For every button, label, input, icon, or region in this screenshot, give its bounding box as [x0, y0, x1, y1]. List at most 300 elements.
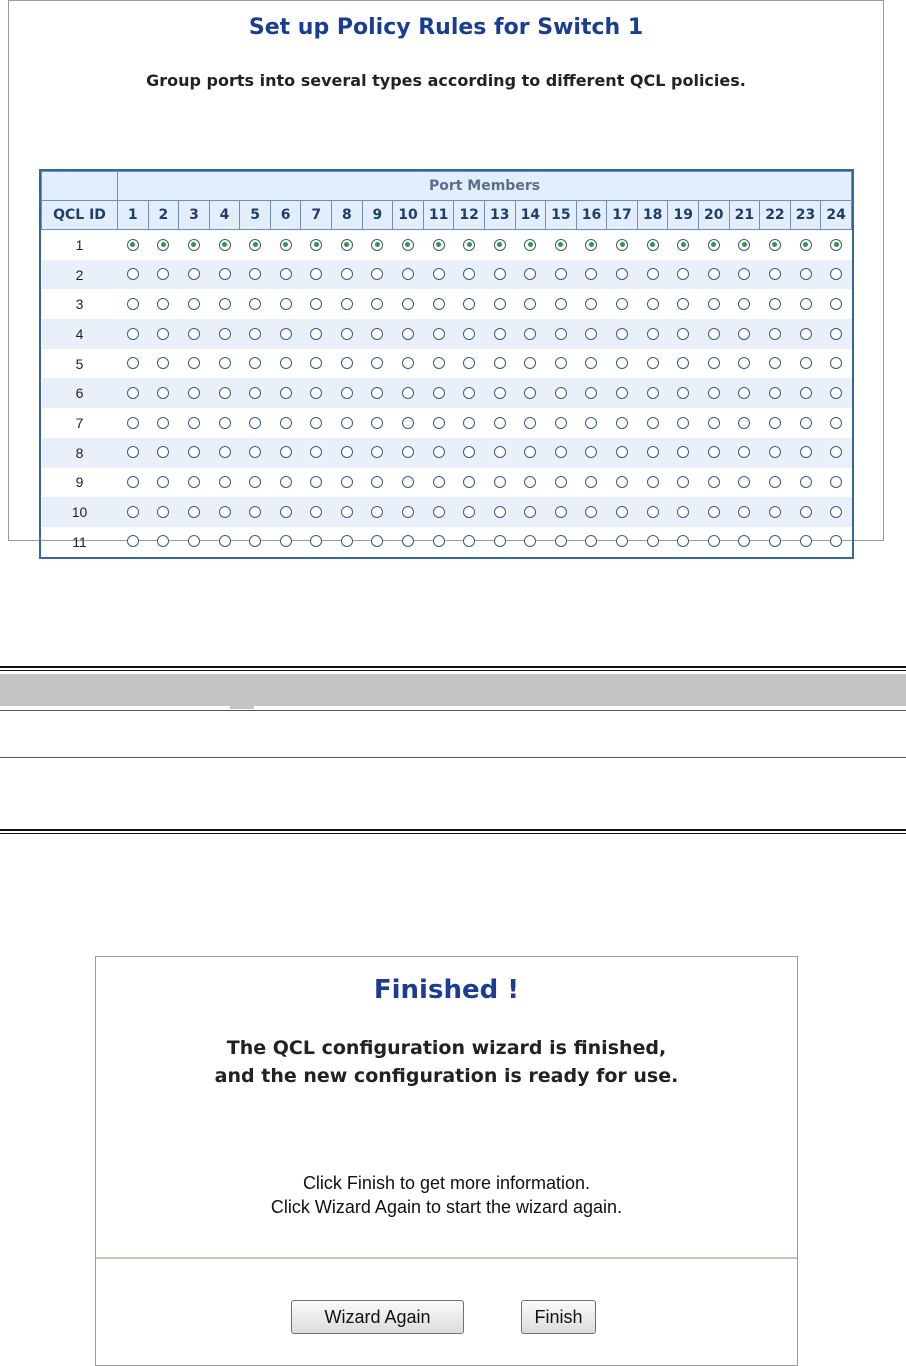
port-16-qcl-6-radio[interactable]	[585, 387, 597, 399]
port-16-qcl-8-radio[interactable]	[585, 446, 597, 458]
port-13-qcl-7-radio[interactable]	[494, 417, 506, 429]
port-2-qcl-10-radio[interactable]	[157, 506, 169, 518]
port-1-qcl-11-radio[interactable]	[127, 535, 139, 547]
port-23-qcl-8-radio[interactable]	[800, 446, 812, 458]
port-11-qcl-1-radio[interactable]	[433, 239, 445, 251]
port-4-qcl-11-radio[interactable]	[219, 535, 231, 547]
port-cell	[637, 408, 668, 438]
port-9-qcl-6-radio[interactable]	[371, 387, 383, 399]
port-2-qcl-4-radio[interactable]	[157, 328, 169, 340]
port-9-qcl-1-radio[interactable]	[371, 239, 383, 251]
port-cell	[607, 349, 638, 379]
port-9-qcl-11-radio[interactable]	[371, 535, 383, 547]
port-cell	[148, 408, 179, 438]
port-4-qcl-4-radio[interactable]	[219, 328, 231, 340]
port-12-qcl-3-radio[interactable]	[463, 298, 475, 310]
port-22-qcl-6-radio[interactable]	[769, 387, 781, 399]
port-cell	[332, 527, 363, 557]
port-24-qcl-9-radio[interactable]	[830, 476, 842, 488]
port-1-qcl-1-radio[interactable]	[127, 239, 139, 251]
port-23-qcl-5-radio[interactable]	[800, 357, 812, 369]
port-5-qcl-6-radio[interactable]	[249, 387, 261, 399]
port-9-qcl-4-radio[interactable]	[371, 328, 383, 340]
port-cell	[790, 289, 821, 319]
port-12-qcl-10-radio[interactable]	[463, 506, 475, 518]
port-10-qcl-4-radio[interactable]	[402, 328, 414, 340]
port-21-qcl-2-radio[interactable]	[738, 268, 750, 280]
port-4-qcl-3-radio[interactable]	[219, 298, 231, 310]
port-19-qcl-8-radio[interactable]	[677, 446, 689, 458]
port-8-qcl-2-radio[interactable]	[341, 268, 353, 280]
port-11-qcl-8-radio[interactable]	[433, 446, 445, 458]
port-23-qcl-6-radio[interactable]	[800, 387, 812, 399]
port-7-qcl-6-radio[interactable]	[310, 387, 322, 399]
port-5-qcl-1-radio[interactable]	[249, 239, 261, 251]
port-7-qcl-1-radio[interactable]	[310, 239, 322, 251]
port-8-qcl-10-radio[interactable]	[341, 506, 353, 518]
port-cell	[240, 408, 271, 438]
port-11-qcl-9-radio[interactable]	[433, 476, 445, 488]
port-21-qcl-5-radio[interactable]	[738, 357, 750, 369]
port-22-qcl-7-radio[interactable]	[769, 417, 781, 429]
port-11-qcl-4-radio[interactable]	[433, 328, 445, 340]
port-16-qcl-5-radio[interactable]	[585, 357, 597, 369]
port-7-qcl-11-radio[interactable]	[310, 535, 322, 547]
port-12-qcl-4-radio[interactable]	[463, 328, 475, 340]
port-cell	[118, 319, 149, 349]
port-15-header: 15	[546, 201, 577, 230]
port-18-qcl-1-radio[interactable]	[647, 239, 659, 251]
port-1-qcl-9-radio[interactable]	[127, 476, 139, 488]
port-10-qcl-5-radio[interactable]	[402, 357, 414, 369]
port-6-qcl-1-radio[interactable]	[280, 239, 292, 251]
port-19-qcl-5-radio[interactable]	[677, 357, 689, 369]
port-15-qcl-10-radio[interactable]	[555, 506, 567, 518]
port-23-qcl-7-radio[interactable]	[800, 417, 812, 429]
port-3-qcl-11-radio[interactable]	[188, 535, 200, 547]
port-16-qcl-1-radio[interactable]	[585, 239, 597, 251]
port-24-qcl-7-radio[interactable]	[830, 417, 842, 429]
port-17-qcl-7-radio[interactable]	[616, 417, 628, 429]
port-15-qcl-4-radio[interactable]	[555, 328, 567, 340]
port-16-qcl-2-radio[interactable]	[585, 268, 597, 280]
wizard-again-button[interactable]: Wizard Again	[291, 1300, 464, 1334]
port-3-qcl-2-radio[interactable]	[188, 268, 200, 280]
port-4-qcl-2-radio[interactable]	[219, 268, 231, 280]
port-4-qcl-6-radio[interactable]	[219, 387, 231, 399]
port-7-qcl-8-radio[interactable]	[310, 446, 322, 458]
port-14-qcl-4-radio[interactable]	[524, 328, 536, 340]
port-18-qcl-7-radio[interactable]	[647, 417, 659, 429]
port-1-qcl-10-radio[interactable]	[127, 506, 139, 518]
port-9-qcl-8-radio[interactable]	[371, 446, 383, 458]
port-22-qcl-4-radio[interactable]	[769, 328, 781, 340]
port-6-qcl-9-radio[interactable]	[280, 476, 292, 488]
port-20-qcl-4-radio[interactable]	[708, 328, 720, 340]
port-1-qcl-6-radio[interactable]	[127, 387, 139, 399]
port-23-qcl-1-radio[interactable]	[800, 239, 812, 251]
port-14-qcl-3-radio[interactable]	[524, 298, 536, 310]
port-21-qcl-3-radio[interactable]	[738, 298, 750, 310]
port-13-qcl-5-radio[interactable]	[494, 357, 506, 369]
port-24-qcl-3-radio[interactable]	[830, 298, 842, 310]
port-20-qcl-2-radio[interactable]	[708, 268, 720, 280]
port-2-qcl-11-radio[interactable]	[157, 535, 169, 547]
port-2-qcl-8-radio[interactable]	[157, 446, 169, 458]
port-11-qcl-10-radio[interactable]	[433, 506, 445, 518]
port-4-qcl-8-radio[interactable]	[219, 446, 231, 458]
port-11-qcl-11-radio[interactable]	[433, 535, 445, 547]
port-12-qcl-2-radio[interactable]	[463, 268, 475, 280]
port-18-qcl-10-radio[interactable]	[647, 506, 659, 518]
port-19-qcl-10-radio[interactable]	[677, 506, 689, 518]
port-15-qcl-1-radio[interactable]	[555, 239, 567, 251]
port-15-qcl-3-radio[interactable]	[555, 298, 567, 310]
port-17-qcl-8-radio[interactable]	[616, 446, 628, 458]
port-cell	[240, 230, 271, 260]
port-3-qcl-1-radio[interactable]	[188, 239, 200, 251]
port-22-qcl-2-radio[interactable]	[769, 268, 781, 280]
port-cell	[729, 260, 760, 290]
port-1-qcl-3-radio[interactable]	[127, 298, 139, 310]
port-11-qcl-7-radio[interactable]	[433, 417, 445, 429]
port-11-qcl-3-radio[interactable]	[433, 298, 445, 310]
port-3-qcl-9-radio[interactable]	[188, 476, 200, 488]
port-10-qcl-1-radio[interactable]	[402, 239, 414, 251]
port-1-qcl-7-radio[interactable]	[127, 417, 139, 429]
port-24-qcl-10-radio[interactable]	[830, 506, 842, 518]
port-10-qcl-6-radio[interactable]	[402, 387, 414, 399]
port-21-qcl-7-radio[interactable]	[738, 417, 750, 429]
port-13-qcl-8-radio[interactable]	[494, 446, 506, 458]
port-2-qcl-2-radio[interactable]	[157, 268, 169, 280]
port-14-qcl-5-radio[interactable]	[524, 357, 536, 369]
port-15-qcl-11-radio[interactable]	[555, 535, 567, 547]
port-1-qcl-2-radio[interactable]	[127, 268, 139, 280]
qcl-id-cell: 4	[42, 319, 118, 349]
port-9-qcl-7-radio[interactable]	[371, 417, 383, 429]
port-7-qcl-4-radio[interactable]	[310, 328, 322, 340]
port-9-qcl-3-radio[interactable]	[371, 298, 383, 310]
port-3-qcl-7-radio[interactable]	[188, 417, 200, 429]
port-cell	[515, 468, 546, 498]
port-19-qcl-3-radio[interactable]	[677, 298, 689, 310]
port-22-qcl-5-radio[interactable]	[769, 357, 781, 369]
port-7-qcl-9-radio[interactable]	[310, 476, 322, 488]
port-17-qcl-9-radio[interactable]	[616, 476, 628, 488]
port-19-qcl-2-radio[interactable]	[677, 268, 689, 280]
port-23-qcl-2-radio[interactable]	[800, 268, 812, 280]
port-16-qcl-4-radio[interactable]	[585, 328, 597, 340]
port-14-qcl-6-radio[interactable]	[524, 387, 536, 399]
port-5-qcl-9-radio[interactable]	[249, 476, 261, 488]
port-2-qcl-6-radio[interactable]	[157, 387, 169, 399]
port-8-qcl-8-radio[interactable]	[341, 446, 353, 458]
port-12-qcl-7-radio[interactable]	[463, 417, 475, 429]
port-cell	[209, 527, 240, 557]
port-cell	[637, 230, 668, 260]
port-1-qcl-8-radio[interactable]	[127, 446, 139, 458]
port-19-qcl-6-radio[interactable]	[677, 387, 689, 399]
port-5-qcl-10-radio[interactable]	[249, 506, 261, 518]
port-5-qcl-5-radio[interactable]	[249, 357, 261, 369]
qcl-row	[42, 349, 852, 379]
port-8-qcl-7-radio[interactable]	[341, 417, 353, 429]
port-1-qcl-5-radio[interactable]	[127, 357, 139, 369]
port-6-qcl-6-radio[interactable]	[280, 387, 292, 399]
port-8-qcl-5-radio[interactable]	[341, 357, 353, 369]
port-15-qcl-8-radio[interactable]	[555, 446, 567, 458]
port-4-qcl-9-radio[interactable]	[219, 476, 231, 488]
port-19-qcl-11-radio[interactable]	[677, 535, 689, 547]
port-12-qcl-1-radio[interactable]	[463, 239, 475, 251]
port-cell	[576, 260, 607, 290]
port-17-qcl-11-radio[interactable]	[616, 535, 628, 547]
port-21-qcl-1-radio[interactable]	[738, 239, 750, 251]
port-2-qcl-5-radio[interactable]	[157, 357, 169, 369]
port-7-qcl-7-radio[interactable]	[310, 417, 322, 429]
port-4-qcl-7-radio[interactable]	[219, 417, 231, 429]
port-6-qcl-8-radio[interactable]	[280, 446, 292, 458]
port-cell	[393, 349, 424, 379]
port-10-qcl-3-radio[interactable]	[402, 298, 414, 310]
port-17-qcl-10-radio[interactable]	[616, 506, 628, 518]
port-2-qcl-1-radio[interactable]	[157, 239, 169, 251]
port-15-qcl-7-radio[interactable]	[555, 417, 567, 429]
port-8-qcl-9-radio[interactable]	[341, 476, 353, 488]
port-cell	[148, 527, 179, 557]
port-24-qcl-11-radio[interactable]	[830, 535, 842, 547]
port-22-qcl-1-radio[interactable]	[769, 239, 781, 251]
port-22-qcl-11-radio[interactable]	[769, 535, 781, 547]
port-24-qcl-5-radio[interactable]	[830, 357, 842, 369]
port-6-qcl-4-radio[interactable]	[280, 328, 292, 340]
port-12-qcl-11-radio[interactable]	[463, 535, 475, 547]
port-14-qcl-1-radio[interactable]	[524, 239, 536, 251]
port-3-qcl-3-radio[interactable]	[188, 298, 200, 310]
port-10-qcl-9-radio[interactable]	[402, 476, 414, 488]
port-6-qcl-10-radio[interactable]	[280, 506, 292, 518]
port-11-qcl-5-radio[interactable]	[433, 357, 445, 369]
port-7-qcl-2-radio[interactable]	[310, 268, 322, 280]
port-cell	[454, 468, 485, 498]
port-23-qcl-11-radio[interactable]	[800, 535, 812, 547]
port-cell	[240, 378, 271, 408]
port-21-qcl-10-radio[interactable]	[738, 506, 750, 518]
port-5-qcl-3-radio[interactable]	[249, 298, 261, 310]
port-19-qcl-4-radio[interactable]	[677, 328, 689, 340]
port-13-qcl-3-radio[interactable]	[494, 298, 506, 310]
port-18-qcl-3-radio[interactable]	[647, 298, 659, 310]
port-1-qcl-4-radio[interactable]	[127, 328, 139, 340]
port-15-qcl-6-radio[interactable]	[555, 387, 567, 399]
port-21-qcl-11-radio[interactable]	[738, 535, 750, 547]
port-15-qcl-5-radio[interactable]	[555, 357, 567, 369]
port-8-qcl-4-radio[interactable]	[341, 328, 353, 340]
port-6-qcl-5-radio[interactable]	[280, 357, 292, 369]
port-17-qcl-6-radio[interactable]	[616, 387, 628, 399]
port-19-qcl-1-radio[interactable]	[677, 239, 689, 251]
port-17-qcl-4-radio[interactable]	[616, 328, 628, 340]
port-18-qcl-4-radio[interactable]	[647, 328, 659, 340]
port-3-qcl-10-radio[interactable]	[188, 506, 200, 518]
port-21-qcl-6-radio[interactable]	[738, 387, 750, 399]
port-13-qcl-4-radio[interactable]	[494, 328, 506, 340]
port-20-qcl-5-radio[interactable]	[708, 357, 720, 369]
finished-message-line2: and the new configuration is ready for use.	[214, 1065, 679, 1087]
port-21-qcl-8-radio[interactable]	[738, 446, 750, 458]
port-22-qcl-8-radio[interactable]	[769, 446, 781, 458]
port-10-qcl-10-radio[interactable]	[402, 506, 414, 518]
port-cell	[209, 378, 240, 408]
port-13-qcl-11-radio[interactable]	[494, 535, 506, 547]
port-7-qcl-5-radio[interactable]	[310, 357, 322, 369]
port-24-qcl-4-radio[interactable]	[830, 328, 842, 340]
port-3-qcl-5-radio[interactable]	[188, 357, 200, 369]
port-9-qcl-5-radio[interactable]	[371, 357, 383, 369]
port-cell	[270, 230, 301, 260]
port-23-qcl-3-radio[interactable]	[800, 298, 812, 310]
port-2-qcl-7-radio[interactable]	[157, 417, 169, 429]
port-cell	[270, 408, 301, 438]
port-cell	[729, 289, 760, 319]
port-10-qcl-7-radio[interactable]	[402, 417, 414, 429]
port-5-qcl-7-radio[interactable]	[249, 417, 261, 429]
port-13-qcl-6-radio[interactable]	[494, 387, 506, 399]
port-21-qcl-4-radio[interactable]	[738, 328, 750, 340]
port-17-qcl-2-radio[interactable]	[616, 268, 628, 280]
port-22-qcl-3-radio[interactable]	[769, 298, 781, 310]
port-14-qcl-8-radio[interactable]	[524, 446, 536, 458]
port-12-qcl-5-radio[interactable]	[463, 357, 475, 369]
port-13-qcl-10-radio[interactable]	[494, 506, 506, 518]
port-cell	[362, 497, 393, 527]
port-24-qcl-6-radio[interactable]	[830, 387, 842, 399]
port-6-qcl-7-radio[interactable]	[280, 417, 292, 429]
port-4-qcl-10-radio[interactable]	[219, 506, 231, 518]
port-cell	[484, 527, 515, 557]
port-8-qcl-3-radio[interactable]	[341, 298, 353, 310]
port-8-qcl-11-radio[interactable]	[341, 535, 353, 547]
port-5-qcl-2-radio[interactable]	[249, 268, 261, 280]
port-18-qcl-11-radio[interactable]	[647, 535, 659, 547]
port-13-qcl-2-radio[interactable]	[494, 268, 506, 280]
port-16-qcl-3-radio[interactable]	[585, 298, 597, 310]
port-9-qcl-9-radio[interactable]	[371, 476, 383, 488]
port-12-qcl-6-radio[interactable]	[463, 387, 475, 399]
port-16-qcl-7-radio[interactable]	[585, 417, 597, 429]
port-8-qcl-1-radio[interactable]	[341, 239, 353, 251]
port-6-qcl-2-radio[interactable]	[280, 268, 292, 280]
port-20-qcl-1-radio[interactable]	[708, 239, 720, 251]
port-10-qcl-2-radio[interactable]	[402, 268, 414, 280]
port-20-qcl-10-radio[interactable]	[708, 506, 720, 518]
port-18-qcl-9-radio[interactable]	[647, 476, 659, 488]
port-5-qcl-4-radio[interactable]	[249, 328, 261, 340]
port-5-qcl-11-radio[interactable]	[249, 535, 261, 547]
port-12-qcl-9-radio[interactable]	[463, 476, 475, 488]
port-8-qcl-6-radio[interactable]	[341, 387, 353, 399]
finish-button[interactable]: Finish	[521, 1300, 596, 1334]
port-3-qcl-6-radio[interactable]	[188, 387, 200, 399]
port-18-qcl-8-radio[interactable]	[647, 446, 659, 458]
port-14-qcl-11-radio[interactable]	[524, 535, 536, 547]
port-10-qcl-8-radio[interactable]	[402, 446, 414, 458]
port-9-qcl-10-radio[interactable]	[371, 506, 383, 518]
port-20-qcl-8-radio[interactable]	[708, 446, 720, 458]
port-2-qcl-3-radio[interactable]	[157, 298, 169, 310]
port-20-qcl-7-radio[interactable]	[708, 417, 720, 429]
port-16-qcl-11-radio[interactable]	[585, 535, 597, 547]
port-4-qcl-5-radio[interactable]	[219, 357, 231, 369]
port-cell	[118, 349, 149, 379]
port-20-qcl-11-radio[interactable]	[708, 535, 720, 547]
port-16-qcl-10-radio[interactable]	[585, 506, 597, 518]
port-5-header: 5	[240, 201, 271, 230]
port-cell	[332, 349, 363, 379]
port-4-qcl-1-radio[interactable]	[219, 239, 231, 251]
port-cell	[821, 497, 852, 527]
port-10-qcl-11-radio[interactable]	[402, 535, 414, 547]
port-9-qcl-2-radio[interactable]	[371, 268, 383, 280]
port-14-qcl-2-radio[interactable]	[524, 268, 536, 280]
port-19-qcl-7-radio[interactable]	[677, 417, 689, 429]
port-14-qcl-9-radio[interactable]	[524, 476, 536, 488]
port-24-qcl-1-radio[interactable]	[830, 239, 842, 251]
port-15-qcl-2-radio[interactable]	[555, 268, 567, 280]
port-3-qcl-4-radio[interactable]	[188, 328, 200, 340]
port-12-qcl-8-radio[interactable]	[463, 446, 475, 458]
port-cell	[393, 378, 424, 408]
port-cell	[546, 408, 577, 438]
port-17-qcl-5-radio[interactable]	[616, 357, 628, 369]
port-20-qcl-3-radio[interactable]	[708, 298, 720, 310]
port-14-qcl-10-radio[interactable]	[524, 506, 536, 518]
port-6-qcl-3-radio[interactable]	[280, 298, 292, 310]
port-20-qcl-9-radio[interactable]	[708, 476, 720, 488]
port-6-qcl-11-radio[interactable]	[280, 535, 292, 547]
port-2-qcl-9-radio[interactable]	[157, 476, 169, 488]
port-23-qcl-10-radio[interactable]	[800, 506, 812, 518]
port-13-qcl-9-radio[interactable]	[494, 476, 506, 488]
port-17-qcl-3-radio[interactable]	[616, 298, 628, 310]
port-11-qcl-2-radio[interactable]	[433, 268, 445, 280]
port-7-qcl-10-radio[interactable]	[310, 506, 322, 518]
port-19-qcl-9-radio[interactable]	[677, 476, 689, 488]
port-14-qcl-7-radio[interactable]	[524, 417, 536, 429]
port-18-qcl-6-radio[interactable]	[647, 387, 659, 399]
port-22-qcl-10-radio[interactable]	[769, 506, 781, 518]
port-3-qcl-8-radio[interactable]	[188, 446, 200, 458]
port-7-qcl-3-radio[interactable]	[310, 298, 322, 310]
port-18-qcl-2-radio[interactable]	[647, 268, 659, 280]
port-17-qcl-1-radio[interactable]	[616, 239, 628, 251]
port-23-qcl-4-radio[interactable]	[800, 328, 812, 340]
port-16-qcl-9-radio[interactable]	[585, 476, 597, 488]
port-18-qcl-5-radio[interactable]	[647, 357, 659, 369]
port-24-qcl-8-radio[interactable]	[830, 446, 842, 458]
port-15-qcl-9-radio[interactable]	[555, 476, 567, 488]
port-cell	[821, 319, 852, 349]
port-5-qcl-8-radio[interactable]	[249, 446, 261, 458]
port-11-qcl-6-radio[interactable]	[433, 387, 445, 399]
port-24-qcl-2-radio[interactable]	[830, 268, 842, 280]
port-22-qcl-9-radio[interactable]	[769, 476, 781, 488]
port-20-qcl-6-radio[interactable]	[708, 387, 720, 399]
port-13-qcl-1-radio[interactable]	[494, 239, 506, 251]
port-23-qcl-9-radio[interactable]	[800, 476, 812, 488]
port-21-qcl-9-radio[interactable]	[738, 476, 750, 488]
